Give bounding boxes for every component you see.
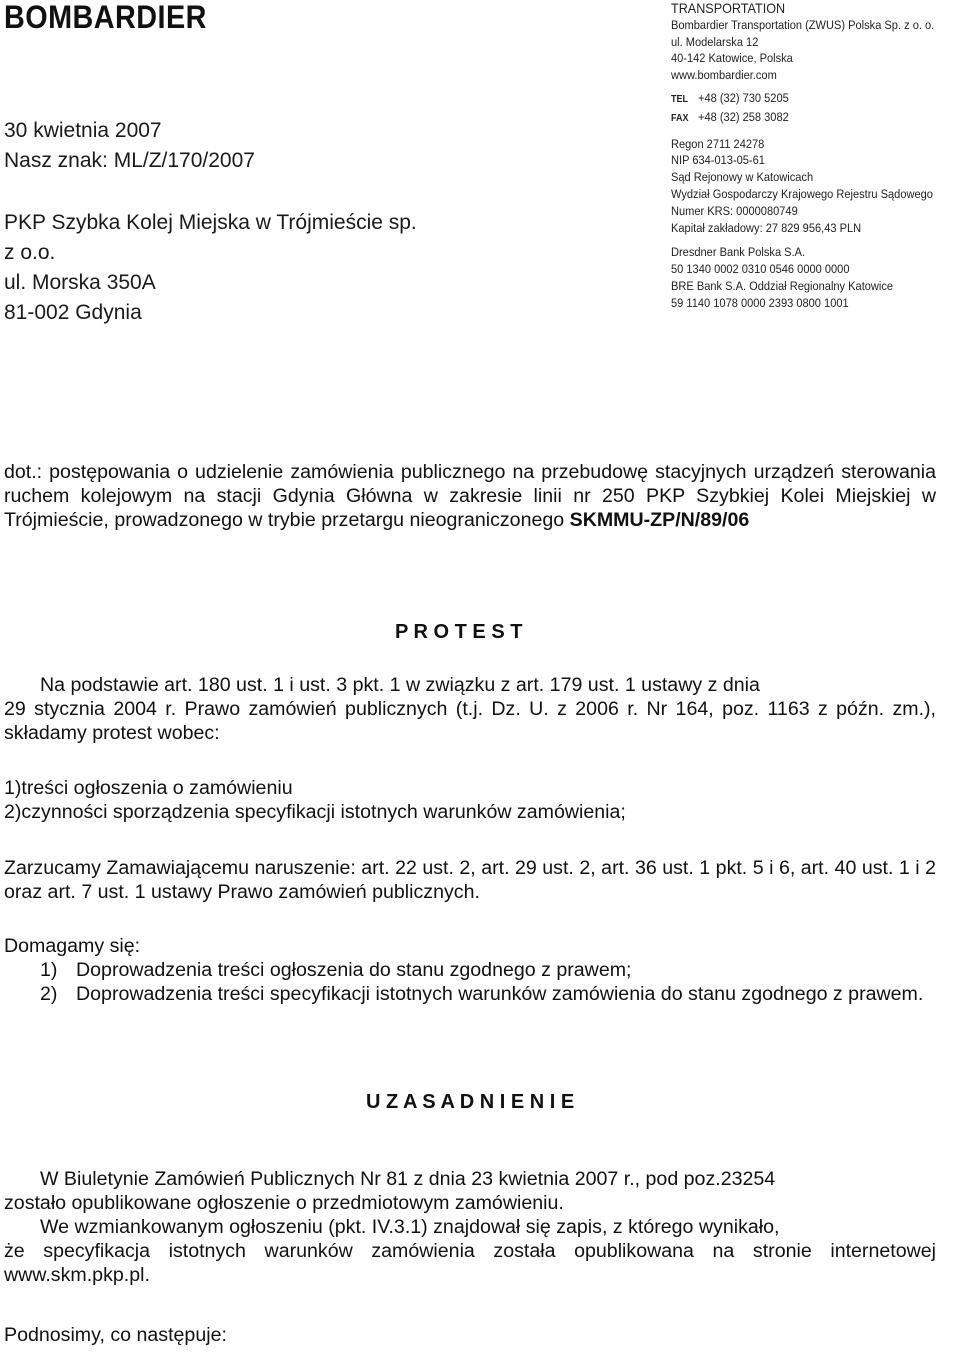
company-division: TRANSPORTATION bbox=[671, 0, 786, 16]
company-website[interactable]: www.bombardier.com bbox=[671, 68, 777, 83]
demand-text: Doprowadzenia treści specyfikacji istotnych warunków zamówienia do stanu zgodnego z prawem. bbox=[76, 983, 924, 1005]
company-street: ul. Modelarska 12 bbox=[671, 34, 759, 49]
recipient-city: 81-002 Gdynia bbox=[4, 301, 142, 324]
para2-rest: że specyfikacja istotnych warunków zamówienia została opublikowana na stronie internetowej www.skm.pkp.pl. bbox=[4, 1240, 936, 1286]
legal-basis-line1: Na podstawie art. 180 ust. 1 i ust. 3 pkt. 1 w związku z art. 179 ust. 1 ustawy z dnia bbox=[40, 674, 760, 696]
recipient-block bbox=[4, 116, 474, 328]
protest-item: 2)czynności sporządzenia specyfikacji istotnych warunków zamówienia; bbox=[4, 801, 626, 823]
bank2-account: 59 1140 1078 0000 2393 0800 1001 bbox=[671, 295, 849, 310]
protest-heading: P R O T E S T bbox=[395, 621, 523, 643]
demand-text: Doprowadzenia treści ogłoszenia do stanu zgodnego z prawem; bbox=[76, 959, 632, 981]
tel-number: +48 (32) 730 5205 bbox=[698, 90, 789, 105]
fax-label: FAX bbox=[671, 112, 689, 124]
subject-paragraph bbox=[4, 460, 936, 532]
fax-number: +48 (32) 258 3082 bbox=[698, 109, 789, 124]
company-court: Sąd Rejonowy w Katowicach bbox=[671, 170, 814, 185]
violations-paragraph: Zarzucamy Zamawiającemu naruszenie: art. 22 ust. 2, art. 29 ust. 2, art. 36 ust. 1 pkt. 5 i 6, art. 40 ust. 1 i 2 oraz art. 7 ust. 1 ustawy Prawo zamówień publicznych. bbox=[4, 857, 936, 903]
our-reference: Nasz znak: ML/Z/170/2007 bbox=[4, 149, 255, 172]
protest-item: 1)treści ogłoszenia o zamówieniu bbox=[4, 777, 293, 799]
demand-item bbox=[4, 982, 936, 1006]
bank1-account: 50 1340 0002 0310 0546 0000 0000 bbox=[671, 262, 850, 277]
company-court-division: Wydział Gospodarczy Krajowego Rejestru Sądowego bbox=[671, 186, 933, 201]
closing-line: Podnosimy, co następuje: bbox=[4, 1324, 227, 1346]
bank2-name: BRE Bank S.A. Oddział Regionalny Katowice bbox=[671, 278, 894, 293]
demands-intro: Domagamy się: bbox=[4, 935, 141, 957]
letter-date: 30 kwietnia 2007 bbox=[4, 119, 162, 142]
company-nip: NIP 634-013-05-61 bbox=[671, 153, 765, 168]
company-phone bbox=[671, 90, 931, 109]
company-info bbox=[671, 0, 935, 312]
demand-item bbox=[4, 958, 936, 982]
para1-line2: zostało opublikowane ogłoszenie o przedmiotowym zamówieniu. bbox=[4, 1192, 564, 1214]
company-fax bbox=[671, 109, 931, 128]
para1-line1: W Biuletynie Zamówień Publicznych Nr 81 z dnia 23 kwietnia 2007 r., pod poz.23254 bbox=[40, 1168, 776, 1190]
bank1-name: Dresdner Bank Polska S.A. bbox=[671, 245, 806, 260]
para2-line1: We wzmiankowanym ogłoszeniu (pkt. IV.3.1) znajdował się zapis, z którego wynikało, bbox=[40, 1216, 780, 1238]
recipient-name-line1: PKP Szybka Kolej Miejska w Trójmieście sp. bbox=[4, 211, 417, 234]
legal-basis-paragraph bbox=[4, 673, 936, 745]
protest-items bbox=[4, 776, 936, 824]
justification-heading: U Z A S A D N I E N I E bbox=[366, 1091, 575, 1113]
demand-number: 1) bbox=[40, 959, 58, 981]
recipient-name-line2: z o.o. bbox=[4, 241, 56, 264]
demand-number: 2) bbox=[40, 983, 58, 1005]
company-regon: Regon 2711 24278 bbox=[671, 136, 765, 151]
demands-section bbox=[4, 934, 936, 1006]
justification-body bbox=[4, 1167, 936, 1287]
recipient-street: ul. Morska 350A bbox=[4, 271, 156, 294]
company-city: 40-142 Katowice, Polska bbox=[671, 51, 793, 66]
company-krs: Numer KRS: 0000080749 bbox=[671, 203, 798, 218]
legal-basis-rest: 29 stycznia 2004 r. Prawo zamówień publicznych (t.j. Dz. U. z 2006 r. Nr 164, poz. 1163 z późn. zm.), składamy protest wobec: bbox=[4, 698, 936, 744]
subject-text: dot.: postępowania o udzielenie zamówienia publicznego na przebudowę stacyjnych urządzeń sterowania ruchem kolejowym na stacji Gdynia Główna w zakresie linii nr 250 PKP Szybkiej Kolei Miejskiej w Trójmieście, prowadzonego w trybie przetargu nieograniczonego bbox=[4, 461, 936, 531]
company-capital: Kapitał zakładowy: 27 829 956,43 PLN bbox=[671, 220, 862, 235]
tel-label: TEL bbox=[671, 93, 689, 105]
company-logo: BOMBARDIER bbox=[4, 0, 207, 35]
company-name: Bombardier Transportation (ZWUS) Polska Sp. z o. o. bbox=[671, 17, 935, 32]
case-number: SKMMU-ZP/N/89/06 bbox=[569, 509, 750, 531]
